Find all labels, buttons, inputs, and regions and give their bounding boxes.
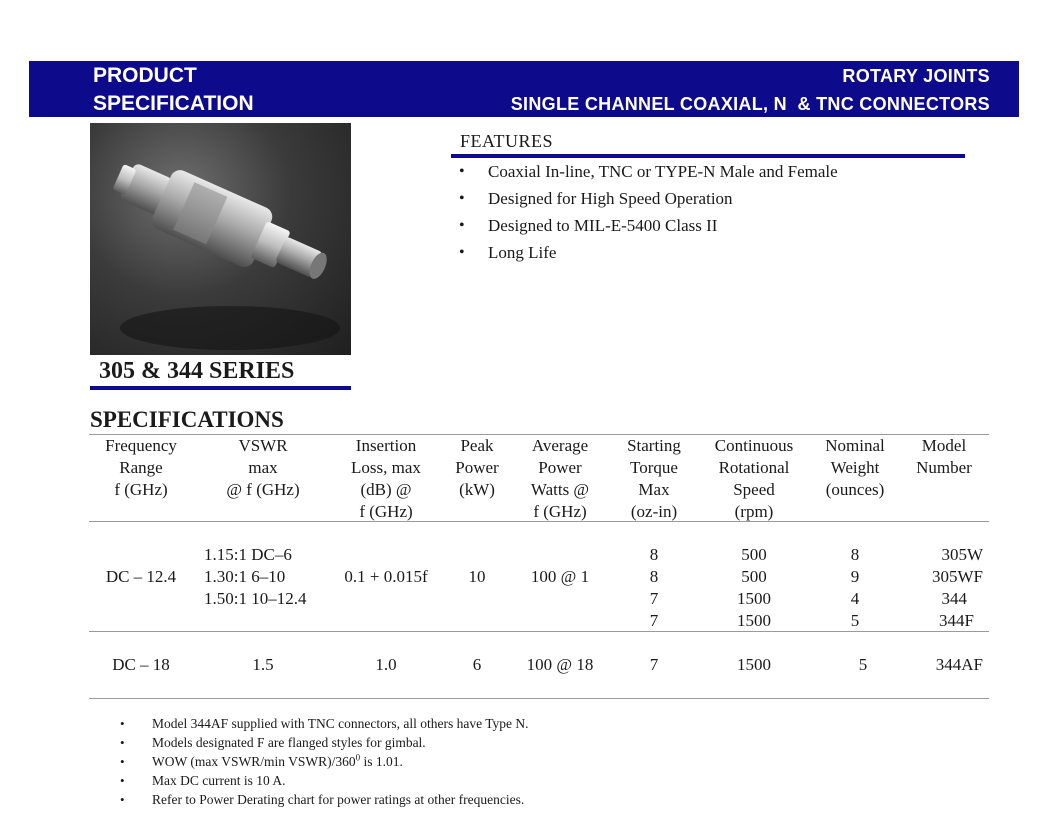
cell-frequency: DC – 18 xyxy=(112,655,170,674)
speed-value: 500 xyxy=(741,545,767,564)
torque-value: 7 xyxy=(649,611,659,630)
rotary-joint-illustration xyxy=(90,123,351,355)
torque-value: 8 xyxy=(649,545,659,564)
header-line: max xyxy=(248,458,278,477)
cell-vswr xyxy=(204,544,306,610)
header-line: Number xyxy=(916,458,972,477)
notes-list xyxy=(116,714,529,809)
cell-peak-power: 6 xyxy=(472,655,482,674)
vswr-line: 1.50:1 10–12.4 xyxy=(204,589,307,608)
cell-frequency: DC – 12.4 xyxy=(105,567,177,586)
product-photo xyxy=(90,123,351,355)
header-model-number xyxy=(905,435,983,479)
weight-value: 4 xyxy=(850,589,860,608)
header-line: Speed xyxy=(733,480,775,499)
header-line: (oz-in) xyxy=(630,502,678,521)
header-line: Power xyxy=(455,458,499,477)
header-line: Loss, max xyxy=(351,458,421,477)
feature-item: • Designed for High Speed Operation xyxy=(452,185,838,212)
model-value: 344 xyxy=(941,589,967,608)
cell-average-power: 100 @ 1 xyxy=(530,567,590,586)
series-underline xyxy=(90,386,351,390)
header-line: (ounces) xyxy=(825,480,885,499)
header-line: Torque xyxy=(630,458,678,477)
cell-weight xyxy=(805,544,905,632)
header-line: Frequency xyxy=(105,436,177,455)
header-nominal-weight xyxy=(805,435,905,501)
model-value: 344F xyxy=(939,611,974,630)
cell-model: 344AF xyxy=(935,655,983,674)
feature-item: • Long Life xyxy=(452,239,838,266)
header-frequency xyxy=(89,435,193,501)
feature-item: • Coaxial In-line, TNC or TYPE-N Male and Female xyxy=(452,158,838,185)
cell-speed xyxy=(703,544,805,632)
header-specification: SPECIFICATION xyxy=(93,92,254,115)
vswr-line: 1.30:1 6–10 xyxy=(204,567,286,586)
header-line: @ f (GHz) xyxy=(226,480,300,499)
table-bottom-rule xyxy=(89,698,989,699)
header-line: Continuous xyxy=(714,436,794,455)
header-line: Peak xyxy=(460,436,494,455)
note-superscript: 0 xyxy=(355,752,361,763)
header-rotary-joints: ROTARY JOINTS xyxy=(842,66,990,86)
header-line: Power xyxy=(538,458,582,477)
weight-value: 5 xyxy=(850,611,860,630)
header-line: Insertion xyxy=(355,436,417,455)
header-left xyxy=(93,62,254,118)
header-line: (dB) @ xyxy=(360,480,412,499)
header-starting-torque xyxy=(605,435,703,523)
header-line: Weight xyxy=(830,458,880,477)
torque-value: 7 xyxy=(649,589,659,608)
cell-peak-power: 10 xyxy=(468,567,486,586)
header-line: VSWR xyxy=(238,436,288,455)
header-line: f (GHz) xyxy=(359,502,413,521)
header-product: PRODUCT xyxy=(93,64,197,87)
header-line: Model xyxy=(921,436,967,455)
header-insertion-loss xyxy=(333,435,439,523)
header-right xyxy=(511,62,990,118)
torque-value: 8 xyxy=(649,567,659,586)
weight-value: 9 xyxy=(850,567,860,586)
cell-average-power: 100 @ 18 xyxy=(526,655,594,674)
speed-value: 1500 xyxy=(737,611,771,630)
cell-insertion-loss: 1.0 xyxy=(375,655,397,674)
cell-torque xyxy=(605,544,703,632)
vswr-line: 1.15:1 DC–6 xyxy=(204,545,292,564)
header-vswr xyxy=(193,435,333,501)
note-text: WOW (max VSWR/min VSWR)/360 xyxy=(152,754,356,769)
speed-value: 500 xyxy=(741,567,767,586)
note-item: • Model 344AF supplied with TNC connectors, all others have Type N. xyxy=(116,714,529,733)
cell-weight: 5 xyxy=(858,655,868,674)
weight-value: 8 xyxy=(850,545,860,564)
feature-item: • Designed to MIL-E-5400 Class II xyxy=(452,212,838,239)
header-line: Average xyxy=(531,436,589,455)
header-line: Starting xyxy=(627,436,681,455)
specifications-table xyxy=(89,434,989,700)
header-line: f (GHz) xyxy=(533,502,587,521)
header-line: Max xyxy=(638,480,670,499)
model-value: 305W xyxy=(941,545,983,564)
header-banner xyxy=(29,61,1019,117)
note-item xyxy=(116,752,529,771)
header-line: (kW) xyxy=(459,480,495,499)
note-item: • Refer to Power Derating chart for power ratings at other frequencies. xyxy=(116,790,529,809)
header-line: Nominal xyxy=(825,436,885,455)
speed-value: 1500 xyxy=(737,589,771,608)
features-title: FEATURES xyxy=(460,131,554,151)
features-list xyxy=(452,158,838,266)
cell-torque: 7 xyxy=(649,655,659,674)
specifications-title: SPECIFICATIONS xyxy=(90,407,284,432)
header-subtitle: SINGLE CHANNEL COAXIAL, N & TNC CONNECTORS xyxy=(510,94,990,114)
cell-vswr: 1.5 xyxy=(252,655,274,674)
header-line: (rpm) xyxy=(734,502,774,521)
series-title: 305 & 344 SERIES xyxy=(99,358,295,384)
note-item: • Max DC current is 10 A. xyxy=(116,771,529,790)
header-line: Watts @ xyxy=(530,480,590,499)
cell-speed: 1500 xyxy=(737,655,771,674)
cell-insertion-loss: 0.1 + 0.015f xyxy=(344,567,428,586)
header-rotational-speed xyxy=(703,435,805,523)
model-value: 305WF xyxy=(932,567,983,586)
header-average-power xyxy=(515,435,605,523)
header-peak-power xyxy=(439,435,515,501)
header-line: Rotational xyxy=(718,458,790,477)
header-line: f (GHz) xyxy=(114,480,168,499)
header-line: Range xyxy=(119,458,163,477)
cell-model xyxy=(905,544,983,632)
note-text: is 1.01. xyxy=(360,754,403,769)
note-item: • Models designated F are flanged styles for gimbal. xyxy=(116,733,529,752)
